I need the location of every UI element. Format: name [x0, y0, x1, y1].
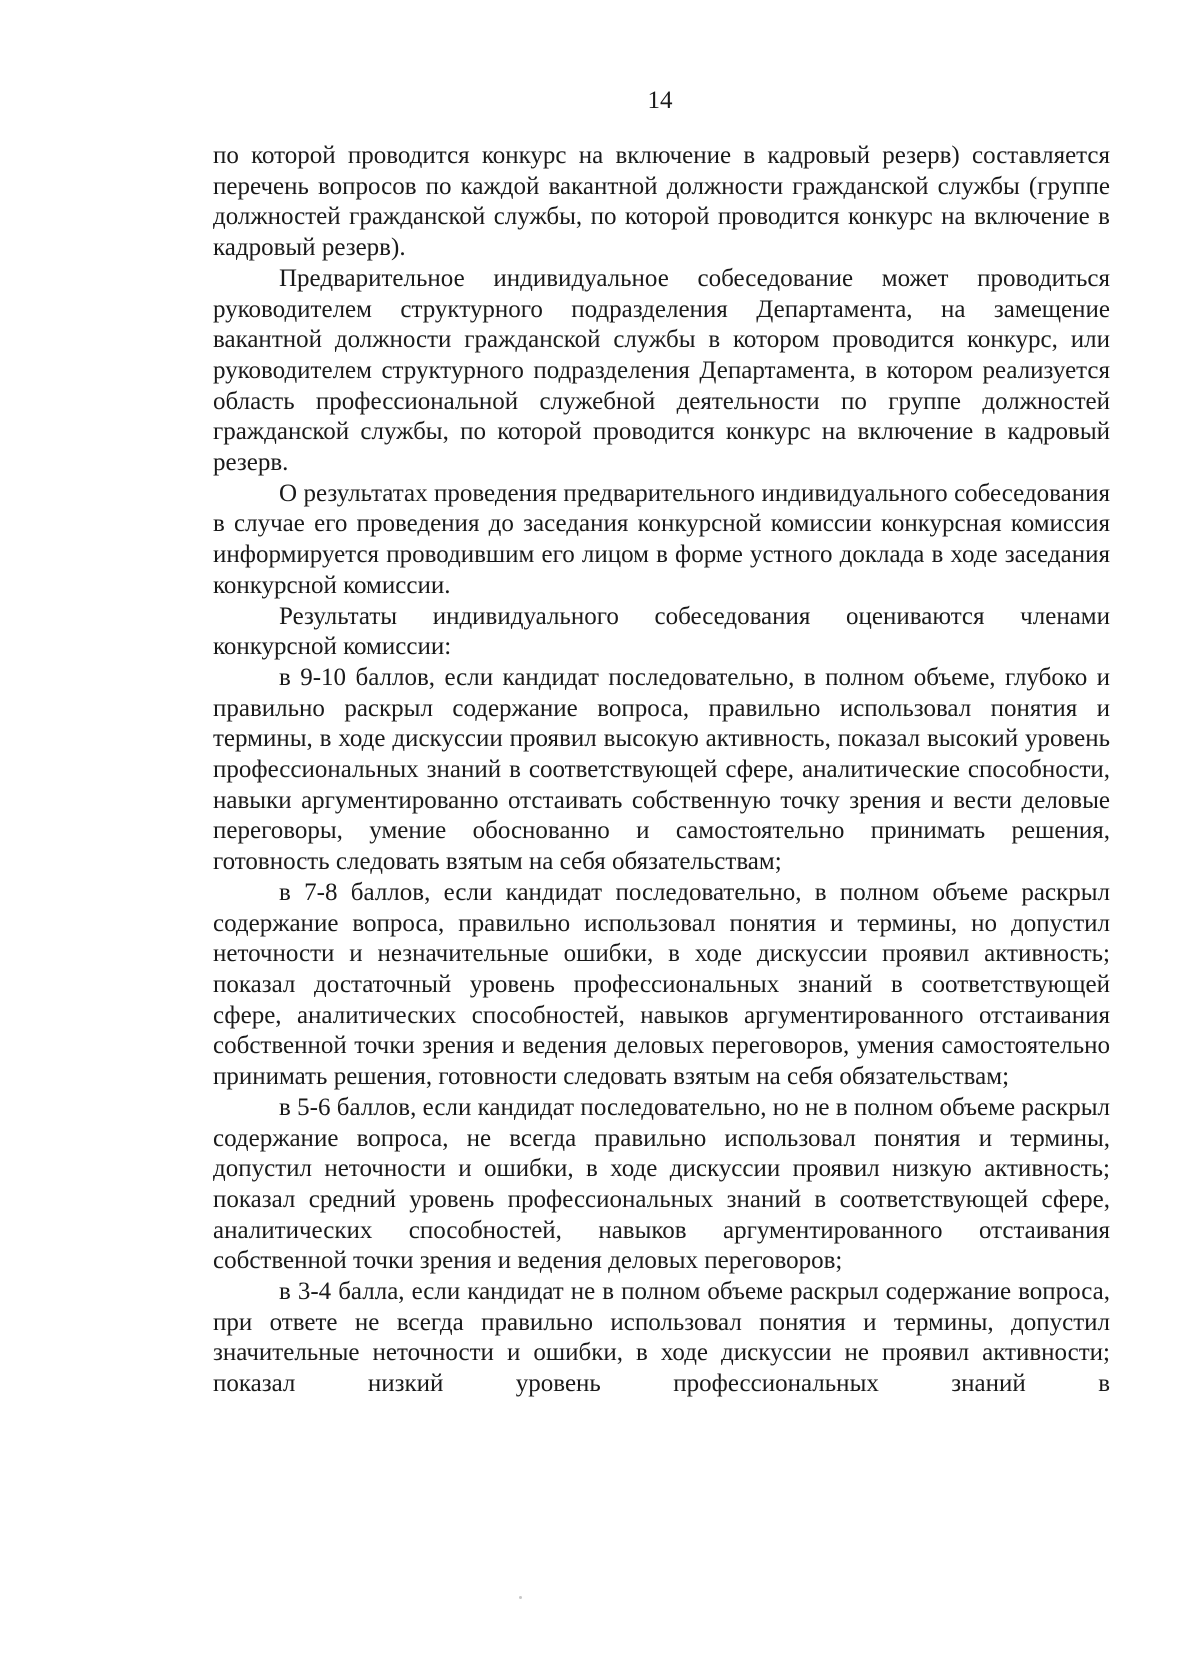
paragraph-1: по которой проводится конкурс на включение в кадровый резерв) составляется перечень вопросов по каждой вакантной должности гражданской службы (группе должностей гражданской службы, по которой проводится конкурс на включение в кадровый резерв).	[213, 142, 1110, 262]
page-number: 14	[647, 87, 673, 114]
paragraph-3: О результатах проведения предварительного индивидуального собеседования в случае его проведения до заседания конкурсной комиссии конкурсная комиссия информируется проводившим его лицом в форме устного доклада в ходе заседания конкурсной комиссии.	[213, 479, 1110, 599]
paragraph-8: в 3-4 балла, если кандидат не в полном объеме раскрыл содержание вопроса, при ответе не всегда правильно использовал понятия и термины, допустил значительные неточности и ошибки, в ходе дискуссии не проявил активности; показал низкий уровень профессиональных знаний в	[213, 1278, 1110, 1398]
scan-artifact	[519, 1596, 522, 1599]
paragraph-4: Результаты индивидуального собеседования оцениваются членами конкурсной комиссии:	[213, 602, 1110, 661]
paragraph-7: в 5-6 баллов, если кандидат последовательно, но не в полном объеме раскрыл содержание вопроса, не всегда правильно использовал понятия и термины, допустил неточности и ошибки, в ходе дискуссии проявил низкую активность; показал средний уровень профессиональных знаний в соответствующей сфере, аналитических способностей, навыков аргументированного отстаивания собственной точки зрения и ведения деловых переговоров;	[213, 1093, 1110, 1275]
document-body	[213, 141, 1110, 1400]
paragraph-2: Предварительное индивидуальное собеседование может проводиться руководителем структурного подразделения Департамента, на замещение вакантной должности гражданской службы в котором проводится конкурс, или руководителем структурного подразделения Департамента, в котором реализуется область профессиональной служебной деятельности по группе должностей гражданской службы, по которой проводится конкурс на включение в кадровый резерв.	[213, 264, 1110, 477]
paragraph-6: в 7-8 баллов, если кандидат последовательно, в полном объеме раскрыл содержание вопроса, правильно использовал понятия и термины, но допустил неточности и незначительные ошибки, в ходе дискуссии проявил активность; показал достаточный уровень профессиональных знаний в соответствующей сфере, аналитических способностей, навыков аргументированного отстаивания собственной точки зрения и ведения деловых переговоров, умения самостоятельно принимать решения, готовности следовать взятым на себя обязательствам;	[213, 878, 1110, 1091]
paragraph-5: в 9-10 баллов, если кандидат последовательно, в полном объеме, глубоко и правильно раскрыл содержание вопроса, правильно использовал понятия и термины, в ходе дискуссии проявил высокую активность, показал высокий уровень профессиональных знаний в соответствующей сфере, аналитические способности, навыки аргументированно отстаивать собственную точку зрения и вести деловые переговоры, умение обоснованно и самостоятельно принимать решения, готовность следовать взятым на себя обязательствам;	[213, 663, 1110, 876]
